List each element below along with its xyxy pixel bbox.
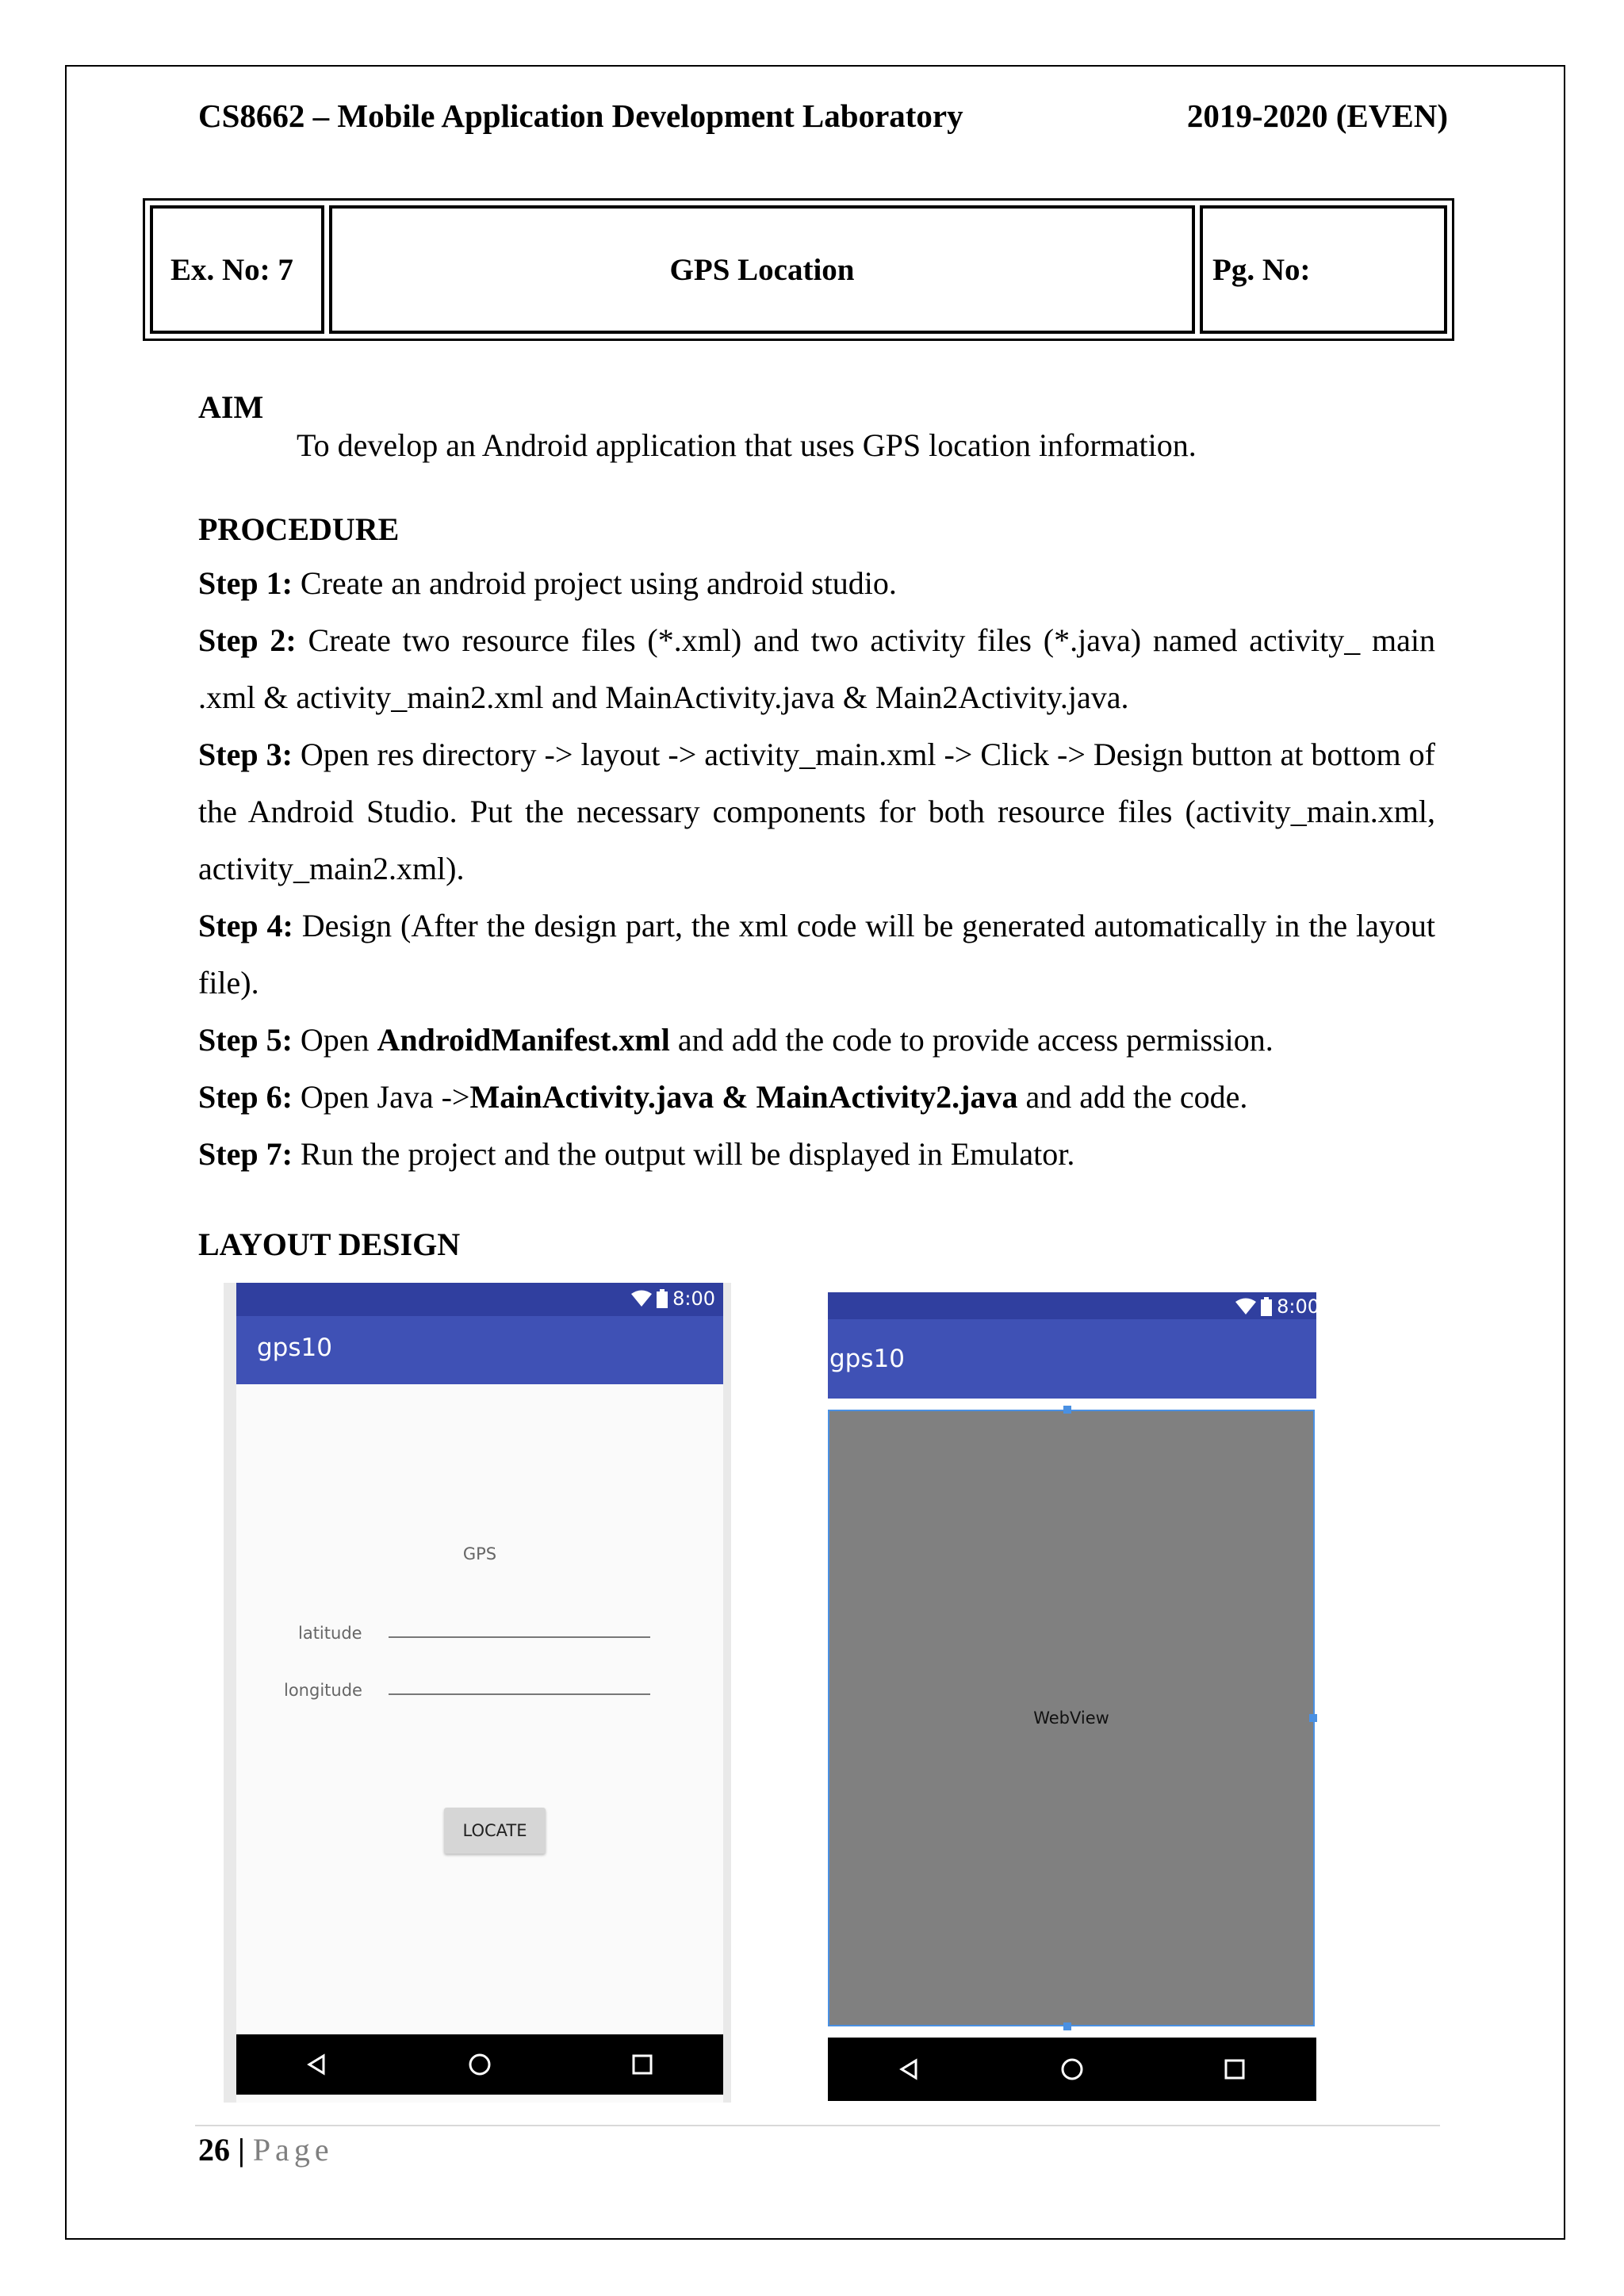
step-3: Step 3: Open res directory -> layout -> activity_main.xml -> Click -> Design button at bottom of the Android Studio. Put the necessary components for both resource files (activity_main.xml, activity_main2.xml). (198, 737, 1435, 886)
phone-screenshot-webview (828, 1292, 1320, 2101)
phone-screen (236, 1283, 723, 2103)
webview-label: WebView (1033, 1709, 1109, 1728)
exercise-number: Ex. No: 7 (150, 205, 324, 334)
step-6: Step 6: Open Java ->MainActivity.java & MainActivity2.java and add the code. (198, 1079, 1248, 1115)
recents-icon[interactable] (1219, 2053, 1251, 2085)
step-4: Step 4: Design (After the design part, the xml code will be generated automatically in the layout file). (198, 908, 1435, 1001)
status-icons (1235, 1295, 1320, 1318)
home-icon[interactable] (464, 2049, 496, 2080)
aim-heading: AIM (198, 389, 264, 425)
battery-icon (657, 1289, 668, 1308)
status-time: 8:00 (672, 1288, 715, 1310)
app-title: gps10 (257, 1334, 332, 1362)
app-title: gps10 (829, 1345, 905, 1373)
gps-label: GPS (462, 1544, 497, 1563)
back-icon[interactable] (301, 2049, 333, 2080)
latitude-label: latitude (298, 1624, 362, 1643)
course-title: CS8662 – Mobile Application Development Laboratory (198, 98, 963, 134)
nav-bar (828, 2038, 1316, 2101)
page-footer (198, 2131, 334, 2168)
locate-button[interactable]: LOCATE (444, 1808, 546, 1854)
layout-design-heading: LAYOUT DESIGN (198, 1226, 461, 1262)
back-icon[interactable] (894, 2053, 925, 2085)
procedure-heading: PROCEDURE (198, 511, 400, 547)
exercise-table (143, 198, 1454, 341)
battery-icon (1261, 1297, 1272, 1316)
page-word: Page (252, 2132, 334, 2168)
home-icon[interactable] (1056, 2053, 1088, 2085)
selection-handle (1309, 1714, 1317, 1722)
footer-divider (195, 2125, 1440, 2126)
status-bar (828, 1292, 1320, 1319)
webview[interactable] (828, 1410, 1315, 2026)
step-2: Step 2: Create two resource files (*.xml) and two activity files (*.java) named activity_ main .xml & activity_main2.xml and MainActivity.java & Main2Activity.java. (198, 622, 1436, 715)
page-number: 26 (198, 2132, 230, 2168)
footer-separator: | (230, 2132, 253, 2168)
longitude-label: longitude (284, 1681, 362, 1700)
phone-screenshot-main (224, 1283, 731, 2103)
selection-handle (1063, 2022, 1071, 2030)
wifi-icon (631, 1290, 652, 1307)
status-bar (236, 1283, 723, 1316)
page-number-cell: Pg. No: (1200, 205, 1447, 334)
nav-bar (236, 2034, 723, 2095)
app-bar (828, 1319, 1316, 1399)
step-5: Step 5: Open AndroidManifest.xml and add the code to provide access permission. (198, 1022, 1274, 1058)
step-7: Step 7: Run the project and the output will be displayed in Emulator. (198, 1136, 1075, 1172)
latitude-input[interactable] (389, 1636, 650, 1638)
status-icons (631, 1288, 715, 1310)
step-1: Step 1: Create an android project using android studio. (198, 565, 897, 601)
academic-year: 2019-2020 (EVEN) (1186, 98, 1448, 134)
longitude-input[interactable] (389, 1693, 650, 1695)
procedure-steps (198, 555, 1435, 1183)
wifi-icon (1235, 1298, 1256, 1315)
status-time: 8:00 (1277, 1295, 1320, 1318)
exercise-title: GPS Location (329, 205, 1195, 334)
aim-text: To develop an Android application that uses GPS location information. (297, 427, 1197, 463)
app-bar (236, 1316, 723, 1384)
selection-handle (1063, 1406, 1071, 1414)
recents-icon[interactable] (626, 2049, 658, 2080)
